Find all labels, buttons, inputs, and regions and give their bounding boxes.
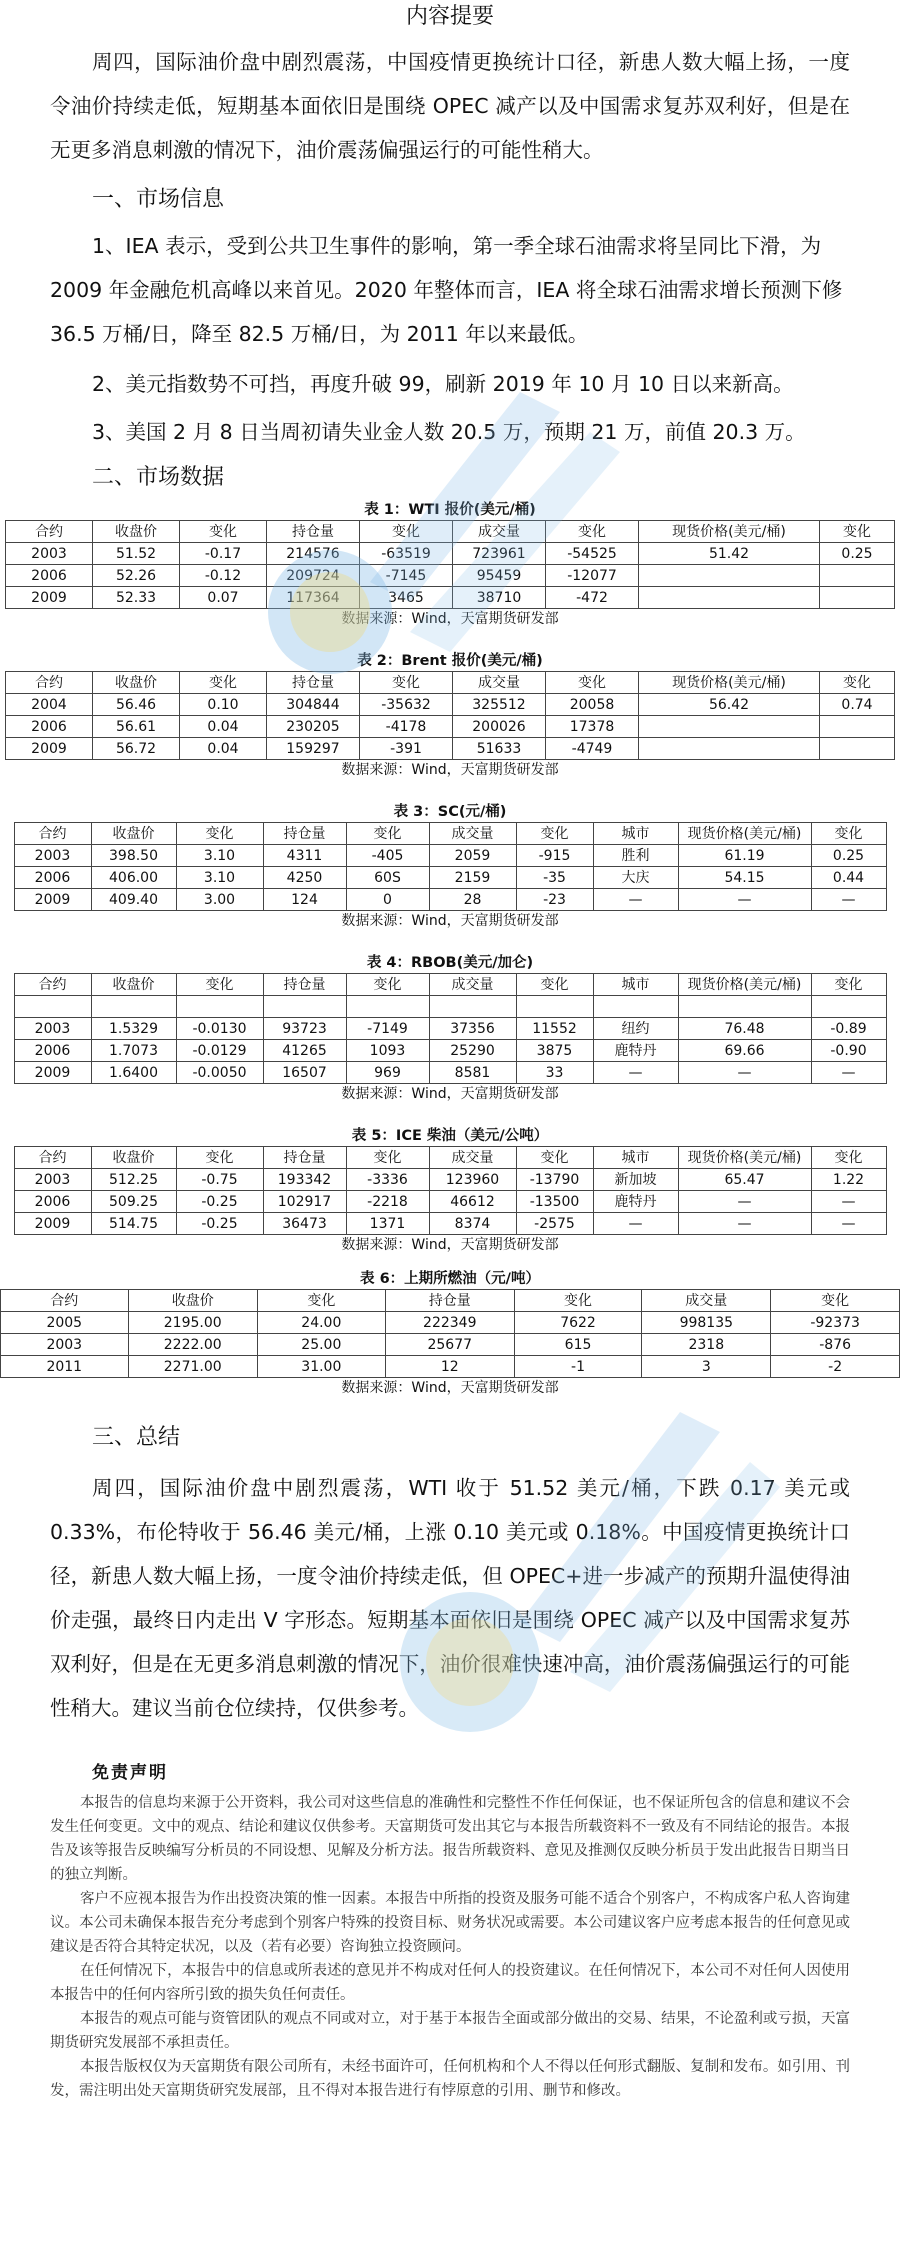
source-note: 数据来源：Wind，天富期货研发部 bbox=[341, 1380, 559, 1396]
table-cell: — bbox=[678, 1062, 811, 1084]
table-cell: 0 bbox=[346, 889, 429, 911]
table-cell: -7149 bbox=[346, 1018, 429, 1040]
table-header-cell: 变化 bbox=[360, 672, 453, 694]
summary-conclusion: 周四，国际油价盘中剧烈震荡，WTI 收于 51.52 美元/桶，下跌 0.17 美元或 0.33%，布伦特收于 56.46 美元/桶，上涨 0.10 美元或 0.18%。中国疫情更换统计口径，新患人数大幅上扬，一度令油价持续走低，但 OPEC+进一步减产的预期升温使得油价走强，最终日内走出 V 字形态。短期基本面依旧是围绕 OPEC 减产以及中国需求复苏双利好，但是在无更多消息刺激的情况下，油价很难快速冲高，油价震荡偏强运行的可能性稍大。建议当前仓位续持，仅供参考。 bbox=[50, 1476, 850, 1720]
table-cell: 2006 bbox=[14, 1040, 91, 1062]
table-cell: 2006 bbox=[14, 867, 91, 889]
table-cell: 36473 bbox=[263, 1213, 346, 1235]
table-cell: 2003 bbox=[1, 1334, 129, 1356]
table-header-cell: 变化 bbox=[811, 823, 886, 845]
table-cell: 509.25 bbox=[91, 1191, 176, 1213]
table-cell: 2159 bbox=[429, 867, 516, 889]
market-info-item-1: 1、IEA 表示，受到公共卫生事件的影响，第一季全球石油需求将呈同比下滑，为 2009 年金融危机高峰以来首见。2020 年整体而言，IEA 将全球石油需求增长预测下修 36.5 万桶/日，降至 82.5 万桶/日，为 2011 年以来最低。 bbox=[50, 234, 843, 346]
table-cell: 38710 bbox=[453, 587, 546, 609]
table-cell: 胜利 bbox=[593, 845, 678, 867]
table-cell: 2009 bbox=[14, 1213, 91, 1235]
table-header-cell: 成交量 bbox=[429, 823, 516, 845]
table-cell bbox=[820, 587, 895, 609]
table-cell: 33 bbox=[516, 1062, 593, 1084]
table-cell: 3875 bbox=[516, 1040, 593, 1062]
table-cell: -0.17 bbox=[180, 543, 267, 565]
table-cell: 117364 bbox=[267, 587, 360, 609]
table-cell: 3.10 bbox=[176, 867, 263, 889]
table-header-cell: 现货价格(美元/桶) bbox=[639, 521, 820, 543]
table-title: 表 2：Brent 报价(美元/桶) bbox=[357, 653, 543, 669]
table-cell: 2222.00 bbox=[128, 1334, 257, 1356]
table-cell: 1.6400 bbox=[91, 1062, 176, 1084]
table-header-cell: 现货价格(美元/桶) bbox=[678, 823, 811, 845]
table-header-cell: 变化 bbox=[820, 521, 895, 543]
table-cell: 969 bbox=[346, 1062, 429, 1084]
data-table-4 bbox=[14, 973, 887, 1084]
table-cell: 2004 bbox=[6, 694, 93, 716]
table-cell: 25677 bbox=[385, 1334, 514, 1356]
table-header-cell: 合约 bbox=[1, 1290, 129, 1312]
table-cell: 2271.00 bbox=[128, 1356, 257, 1378]
table-cell: 1.22 bbox=[811, 1169, 886, 1191]
table-cell bbox=[678, 996, 811, 1018]
table-cell: 大庆 bbox=[593, 867, 678, 889]
table-cell: 2195.00 bbox=[128, 1312, 257, 1334]
table-cell: 2009 bbox=[14, 889, 91, 911]
table-cell: -4178 bbox=[360, 716, 453, 738]
table-cell: 2005 bbox=[1, 1312, 129, 1334]
table-title: 表 3：SC(元/桶) bbox=[393, 804, 507, 820]
table-header-cell: 收盘价 bbox=[91, 823, 176, 845]
source-note: 数据来源：Wind，天富期货研发部 bbox=[341, 1237, 559, 1253]
table-cell: 20058 bbox=[546, 694, 639, 716]
table-cell: -2575 bbox=[516, 1213, 593, 1235]
table-cell: 3465 bbox=[360, 587, 453, 609]
table-cell: 41265 bbox=[263, 1040, 346, 1062]
table-cell bbox=[639, 587, 820, 609]
table-header-cell: 合约 bbox=[14, 1147, 91, 1169]
table-cell: -35632 bbox=[360, 694, 453, 716]
table-cell: -0.25 bbox=[176, 1191, 263, 1213]
table-header-cell: 成交量 bbox=[453, 521, 546, 543]
table-header-cell: 现货价格(美元/桶) bbox=[639, 672, 820, 694]
table-header-row bbox=[14, 1147, 886, 1169]
source-note: 数据来源：Wind，天富期货研发部 bbox=[341, 762, 559, 778]
section1-heading: 一、市场信息 bbox=[92, 187, 225, 212]
table-header-cell: 成交量 bbox=[642, 1290, 771, 1312]
section3-heading: 三、总结 bbox=[92, 1425, 181, 1450]
table-header-cell: 收盘价 bbox=[91, 1147, 176, 1169]
source-note: 数据来源：Wind，天富期货研发部 bbox=[341, 611, 559, 627]
table-header-cell: 城市 bbox=[593, 974, 678, 996]
table-cell: -0.0050 bbox=[176, 1062, 263, 1084]
table-cell: 124 bbox=[263, 889, 346, 911]
market-info-item-3: 3、美国 2 月 8 日当周初请失业金人数 20.5 万，预期 21 万，前值 20.3 万。 bbox=[92, 420, 806, 444]
table-cell: -405 bbox=[346, 845, 429, 867]
table-header-cell: 成交量 bbox=[429, 1147, 516, 1169]
table-cell: -7145 bbox=[360, 565, 453, 587]
table-cell: 512.25 bbox=[91, 1169, 176, 1191]
table-cell bbox=[176, 996, 263, 1018]
table-cell: 0.07 bbox=[180, 587, 267, 609]
table-cell: 56.61 bbox=[93, 716, 180, 738]
table-row bbox=[14, 1062, 886, 1084]
table-header-cell: 收盘价 bbox=[128, 1290, 257, 1312]
table-title: 表 4：RBOB(美元/加仑) bbox=[366, 955, 534, 971]
table-header-cell: 变化 bbox=[346, 823, 429, 845]
table-cell bbox=[811, 996, 886, 1018]
table-cell: 69.66 bbox=[678, 1040, 811, 1062]
table-cell: 209724 bbox=[267, 565, 360, 587]
table-header-cell: 现货价格(美元/桶) bbox=[678, 974, 811, 996]
table-header-cell: 变化 bbox=[257, 1290, 385, 1312]
table-cell: 0.25 bbox=[820, 543, 895, 565]
table-cell: 0.25 bbox=[811, 845, 886, 867]
table-cell: 95459 bbox=[453, 565, 546, 587]
table-cell: 2006 bbox=[6, 565, 93, 587]
table-cell: — bbox=[811, 1191, 886, 1213]
table-cell: 0.10 bbox=[180, 694, 267, 716]
table-header-row bbox=[6, 672, 895, 694]
table-header-row bbox=[14, 823, 886, 845]
table-cell: -54525 bbox=[546, 543, 639, 565]
table-row bbox=[14, 996, 886, 1018]
table-header-row bbox=[1, 1290, 900, 1312]
table-header-cell: 成交量 bbox=[429, 974, 516, 996]
table-cell: -2218 bbox=[346, 1191, 429, 1213]
table-header-cell: 现货价格(美元/桶) bbox=[678, 1147, 811, 1169]
table-title: 表 5：ICE 柴油（美元/公吨） bbox=[351, 1128, 549, 1144]
disclaimer-paragraph: 客户不应视本报告为作出投资决策的惟一因素。本报告中所指的投资及服务可能不适合个别客户，不构成客户私人咨询建议。本公司未确保本报告充分考虑到个别客户特殊的投资目标、财务状况或需要。本公司建议客户应考虑本报告的任何意见或建议是否符合其特定状况，以及（若有必要）咨询独立投资顾问。 bbox=[50, 1891, 850, 1955]
table-header-cell: 城市 bbox=[593, 1147, 678, 1169]
disclaimer-paragraph: 本报告版权仅为天富期货有限公司所有，未经书面许可，任何机构和个人不得以任何形式翻版、复制和发布。如引用、刊发，需注明出处天富期货研究发展部，且不得对本报告进行有悖原意的引用、删节和修改。 bbox=[50, 2059, 850, 2099]
table-cell: 54.15 bbox=[678, 867, 811, 889]
table-cell: 1371 bbox=[346, 1213, 429, 1235]
table-cell: -13790 bbox=[516, 1169, 593, 1191]
table-cell: 4311 bbox=[263, 845, 346, 867]
data-table-1 bbox=[5, 520, 895, 609]
table-header-cell: 变化 bbox=[346, 1147, 429, 1169]
table-header-cell: 持仓量 bbox=[385, 1290, 514, 1312]
table-cell bbox=[593, 996, 678, 1018]
table-header-cell: 持仓量 bbox=[267, 672, 360, 694]
table-cell: 200026 bbox=[453, 716, 546, 738]
table-cell: 93723 bbox=[263, 1018, 346, 1040]
table-cell: 51633 bbox=[453, 738, 546, 760]
table-cell bbox=[639, 565, 820, 587]
table-cell bbox=[639, 716, 820, 738]
table-cell: 514.75 bbox=[91, 1213, 176, 1235]
table-cell: 0.74 bbox=[820, 694, 895, 716]
table-cell: -0.0129 bbox=[176, 1040, 263, 1062]
table-cell: 304844 bbox=[267, 694, 360, 716]
table-header-cell: 持仓量 bbox=[263, 1147, 346, 1169]
table-cell: 46612 bbox=[429, 1191, 516, 1213]
table-cell bbox=[346, 996, 429, 1018]
table-row bbox=[6, 694, 895, 716]
table-cell: 2006 bbox=[14, 1191, 91, 1213]
table-cell: — bbox=[811, 889, 886, 911]
table-cell: 230205 bbox=[267, 716, 360, 738]
table-header-cell: 变化 bbox=[176, 823, 263, 845]
table-cell: 222349 bbox=[385, 1312, 514, 1334]
table-cell: 0.04 bbox=[180, 738, 267, 760]
table-cell: -0.75 bbox=[176, 1169, 263, 1191]
table-cell: — bbox=[593, 1213, 678, 1235]
table-cell bbox=[263, 996, 346, 1018]
data-table-6 bbox=[0, 1289, 900, 1378]
table-row bbox=[14, 1040, 886, 1062]
table-cell: -0.89 bbox=[811, 1018, 886, 1040]
table-cell: 8374 bbox=[429, 1213, 516, 1235]
table-block-4 bbox=[0, 953, 900, 1104]
table-row bbox=[6, 738, 895, 760]
table-block-1 bbox=[0, 500, 900, 629]
table-cell: 12 bbox=[385, 1356, 514, 1378]
table-cell: 2009 bbox=[6, 587, 93, 609]
table-header-cell: 城市 bbox=[593, 823, 678, 845]
table-cell: 56.72 bbox=[93, 738, 180, 760]
table-cell: 17378 bbox=[546, 716, 639, 738]
table-cell: 409.40 bbox=[91, 889, 176, 911]
table-header-cell: 持仓量 bbox=[267, 521, 360, 543]
table-title: 表 6：上期所燃油（元/吨） bbox=[360, 1271, 540, 1287]
table-header-cell: 成交量 bbox=[453, 672, 546, 694]
table-cell bbox=[91, 996, 176, 1018]
table-cell bbox=[820, 738, 895, 760]
table-cell: 1.5329 bbox=[91, 1018, 176, 1040]
table-cell: -0.0130 bbox=[176, 1018, 263, 1040]
table-cell: 鹿特丹 bbox=[593, 1040, 678, 1062]
table-header-cell: 变化 bbox=[514, 1290, 642, 1312]
table-header-cell: 收盘价 bbox=[93, 521, 180, 543]
table-cell: -915 bbox=[516, 845, 593, 867]
table-cell: 2318 bbox=[642, 1334, 771, 1356]
table-header-cell: 合约 bbox=[14, 823, 91, 845]
table-cell: -63519 bbox=[360, 543, 453, 565]
table-cell: 31.00 bbox=[257, 1356, 385, 1378]
table-cell: 2011 bbox=[1, 1356, 129, 1378]
table-cell: 61.19 bbox=[678, 845, 811, 867]
table-block-2 bbox=[0, 651, 900, 780]
table-block-3 bbox=[0, 802, 900, 931]
table-cell: 25.00 bbox=[257, 1334, 385, 1356]
table-header-cell: 变化 bbox=[176, 974, 263, 996]
table-row bbox=[14, 1169, 886, 1191]
table-header-cell: 收盘价 bbox=[91, 974, 176, 996]
table-cell: 4250 bbox=[263, 867, 346, 889]
table-cell: 16507 bbox=[263, 1062, 346, 1084]
table-row bbox=[14, 867, 886, 889]
table-cell bbox=[639, 738, 820, 760]
table-cell: 51.42 bbox=[639, 543, 820, 565]
table-cell: 0.44 bbox=[811, 867, 886, 889]
table-cell: — bbox=[678, 1191, 811, 1213]
table-cell: 398.50 bbox=[91, 845, 176, 867]
table-cell: 193342 bbox=[263, 1169, 346, 1191]
disclaimer-paragraph: 在任何情况下，本报告中的信息或所表述的意见并不构成对任何人的投资建议。在任何情况下，本公司不对任何人因使用本报告中的任何内容所引致的损失负任何责任。 bbox=[50, 1963, 850, 2003]
table-cell: 鹿特丹 bbox=[593, 1191, 678, 1213]
disclaimer-body bbox=[0, 1791, 900, 2103]
table-cell: 3.10 bbox=[176, 845, 263, 867]
table-cell: 159297 bbox=[267, 738, 360, 760]
table-cell: — bbox=[811, 1062, 886, 1084]
table-cell: 纽约 bbox=[593, 1018, 678, 1040]
table-header-cell: 变化 bbox=[811, 1147, 886, 1169]
table-cell: -92373 bbox=[771, 1312, 900, 1334]
table-header-cell: 变化 bbox=[811, 974, 886, 996]
table-cell: 998135 bbox=[642, 1312, 771, 1334]
table-cell bbox=[14, 996, 91, 1018]
table-header-cell: 合约 bbox=[6, 521, 93, 543]
source-note: 数据来源：Wind，天富期货研发部 bbox=[341, 913, 559, 929]
table-cell: -0.12 bbox=[180, 565, 267, 587]
market-data-tables bbox=[0, 500, 900, 1398]
table-cell: — bbox=[678, 1213, 811, 1235]
table-cell bbox=[820, 565, 895, 587]
data-table-5 bbox=[14, 1146, 887, 1235]
table-cell: -0.25 bbox=[176, 1213, 263, 1235]
table-cell: 3 bbox=[642, 1356, 771, 1378]
table-header-cell: 合约 bbox=[14, 974, 91, 996]
table-row bbox=[1, 1312, 900, 1334]
table-cell: -391 bbox=[360, 738, 453, 760]
section2-heading: 二、市场数据 bbox=[92, 465, 225, 490]
table-cell: 25290 bbox=[429, 1040, 516, 1062]
table-cell: 56.46 bbox=[93, 694, 180, 716]
table-cell: 214576 bbox=[267, 543, 360, 565]
table-cell: 60S bbox=[346, 867, 429, 889]
table-row bbox=[14, 1213, 886, 1235]
table-cell: — bbox=[678, 889, 811, 911]
table-header-cell: 变化 bbox=[516, 974, 593, 996]
table-block-6 bbox=[0, 1269, 900, 1398]
table-cell: 8581 bbox=[429, 1062, 516, 1084]
table-cell: 2059 bbox=[429, 845, 516, 867]
table-cell: 52.26 bbox=[93, 565, 180, 587]
table-cell: -472 bbox=[546, 587, 639, 609]
table-header-cell: 变化 bbox=[516, 1147, 593, 1169]
table-cell: 723961 bbox=[453, 543, 546, 565]
disclaimer-paragraph: 本报告的信息均来源于公开资料，我公司对这些信息的准确性和完整性不作任何保证，也不保证所包含的信息和建议不会发生任何变更。文中的观点、结论和建议仅供参考。天富期货可发出其它与本报告所载资料不一致及有不同结论的报告。本报告及该等报告反映编写分析员的不同设想、见解及分析方法。报告所载资料、意见及推测仅反映分析员于发出此报告日期当日的独立判断。 bbox=[50, 1795, 850, 1883]
table-header-cell: 变化 bbox=[546, 672, 639, 694]
disclaimer-title: 免责声明 bbox=[92, 1763, 168, 1783]
table-header-cell: 变化 bbox=[546, 521, 639, 543]
table-cell: -0.90 bbox=[811, 1040, 886, 1062]
table-cell: 1.7073 bbox=[91, 1040, 176, 1062]
table-cell: 0.04 bbox=[180, 716, 267, 738]
table-cell: -13500 bbox=[516, 1191, 593, 1213]
table-cell: 7622 bbox=[514, 1312, 642, 1334]
table-cell: 2009 bbox=[6, 738, 93, 760]
table-cell: 615 bbox=[514, 1334, 642, 1356]
table-cell bbox=[516, 996, 593, 1018]
table-cell: 51.52 bbox=[93, 543, 180, 565]
table-cell bbox=[429, 996, 516, 1018]
table-row bbox=[1, 1334, 900, 1356]
table-header-cell: 收盘价 bbox=[93, 672, 180, 694]
data-table-2 bbox=[5, 671, 895, 760]
table-cell: -35 bbox=[516, 867, 593, 889]
table-row bbox=[6, 565, 895, 587]
table-cell: 37356 bbox=[429, 1018, 516, 1040]
table-cell: 76.48 bbox=[678, 1018, 811, 1040]
table-row bbox=[14, 889, 886, 911]
table-cell: 2003 bbox=[14, 845, 91, 867]
table-header-row bbox=[6, 521, 895, 543]
market-info-item-2: 2、美元指数势不可挡，再度升破 99，刷新 2019 年 10 月 10 日以来新高。 bbox=[92, 372, 794, 396]
table-cell: 新加坡 bbox=[593, 1169, 678, 1191]
source-note: 数据来源：Wind，天富期货研发部 bbox=[341, 1086, 559, 1102]
table-header-cell: 合约 bbox=[6, 672, 93, 694]
table-row bbox=[1, 1356, 900, 1378]
table-row bbox=[6, 543, 895, 565]
table-header-cell: 变化 bbox=[820, 672, 895, 694]
table-header-cell: 持仓量 bbox=[263, 823, 346, 845]
table-cell: -23 bbox=[516, 889, 593, 911]
table-cell: 2009 bbox=[14, 1062, 91, 1084]
table-block-5 bbox=[0, 1126, 900, 1255]
table-header-row bbox=[14, 974, 886, 996]
table-cell: 2003 bbox=[14, 1169, 91, 1191]
table-cell bbox=[820, 716, 895, 738]
table-header-cell: 变化 bbox=[771, 1290, 900, 1312]
table-header-cell: 变化 bbox=[180, 521, 267, 543]
table-row bbox=[14, 1018, 886, 1040]
data-table-3 bbox=[14, 822, 887, 911]
table-header-cell: 持仓量 bbox=[263, 974, 346, 996]
table-header-cell: 变化 bbox=[346, 974, 429, 996]
page-title: 内容提要 bbox=[405, 4, 494, 29]
table-cell: 2006 bbox=[6, 716, 93, 738]
table-cell: -4749 bbox=[546, 738, 639, 760]
table-header-cell: 变化 bbox=[516, 823, 593, 845]
table-cell: -12077 bbox=[546, 565, 639, 587]
table-cell: 1093 bbox=[346, 1040, 429, 1062]
table-cell: 28 bbox=[429, 889, 516, 911]
table-cell: 123960 bbox=[429, 1169, 516, 1191]
table-cell: 24.00 bbox=[257, 1312, 385, 1334]
table-cell: -3336 bbox=[346, 1169, 429, 1191]
table-row bbox=[14, 1191, 886, 1213]
table-cell: 102917 bbox=[263, 1191, 346, 1213]
table-cell: — bbox=[593, 1062, 678, 1084]
table-row bbox=[6, 716, 895, 738]
table-cell: 406.00 bbox=[91, 867, 176, 889]
table-cell: 325512 bbox=[453, 694, 546, 716]
table-cell: 2003 bbox=[6, 543, 93, 565]
table-row bbox=[6, 587, 895, 609]
table-cell: 52.33 bbox=[93, 587, 180, 609]
table-header-cell: 变化 bbox=[176, 1147, 263, 1169]
table-cell: 2003 bbox=[14, 1018, 91, 1040]
table-cell: — bbox=[593, 889, 678, 911]
table-header-cell: 变化 bbox=[360, 521, 453, 543]
table-cell: -876 bbox=[771, 1334, 900, 1356]
table-title: 表 1：WTI 报价(美元/桶) bbox=[364, 502, 536, 518]
table-header-cell: 变化 bbox=[180, 672, 267, 694]
table-cell: 11552 bbox=[516, 1018, 593, 1040]
table-cell: 3.00 bbox=[176, 889, 263, 911]
table-cell: — bbox=[811, 1213, 886, 1235]
summary-paragraph: 周四，国际油价盘中剧烈震荡，中国疫情更换统计口径，新患人数大幅上扬，一度令油价持续走低，短期基本面依旧是围绕 OPEC 减产以及中国需求复苏双利好，但是在无更多消息刺激的情况下，油价震荡偏强运行的可能性稍大。 bbox=[50, 50, 850, 162]
table-cell: 56.42 bbox=[639, 694, 820, 716]
table-cell: -2 bbox=[771, 1356, 900, 1378]
table-row bbox=[14, 845, 886, 867]
disclaimer-paragraph: 本报告的观点可能与资管团队的观点不同或对立，对于基于本报告全面或部分做出的交易、结果，不论盈利或亏损，天富期货研究发展部不承担责任。 bbox=[50, 2011, 850, 2051]
table-cell: 65.47 bbox=[678, 1169, 811, 1191]
table-cell: -1 bbox=[514, 1356, 642, 1378]
